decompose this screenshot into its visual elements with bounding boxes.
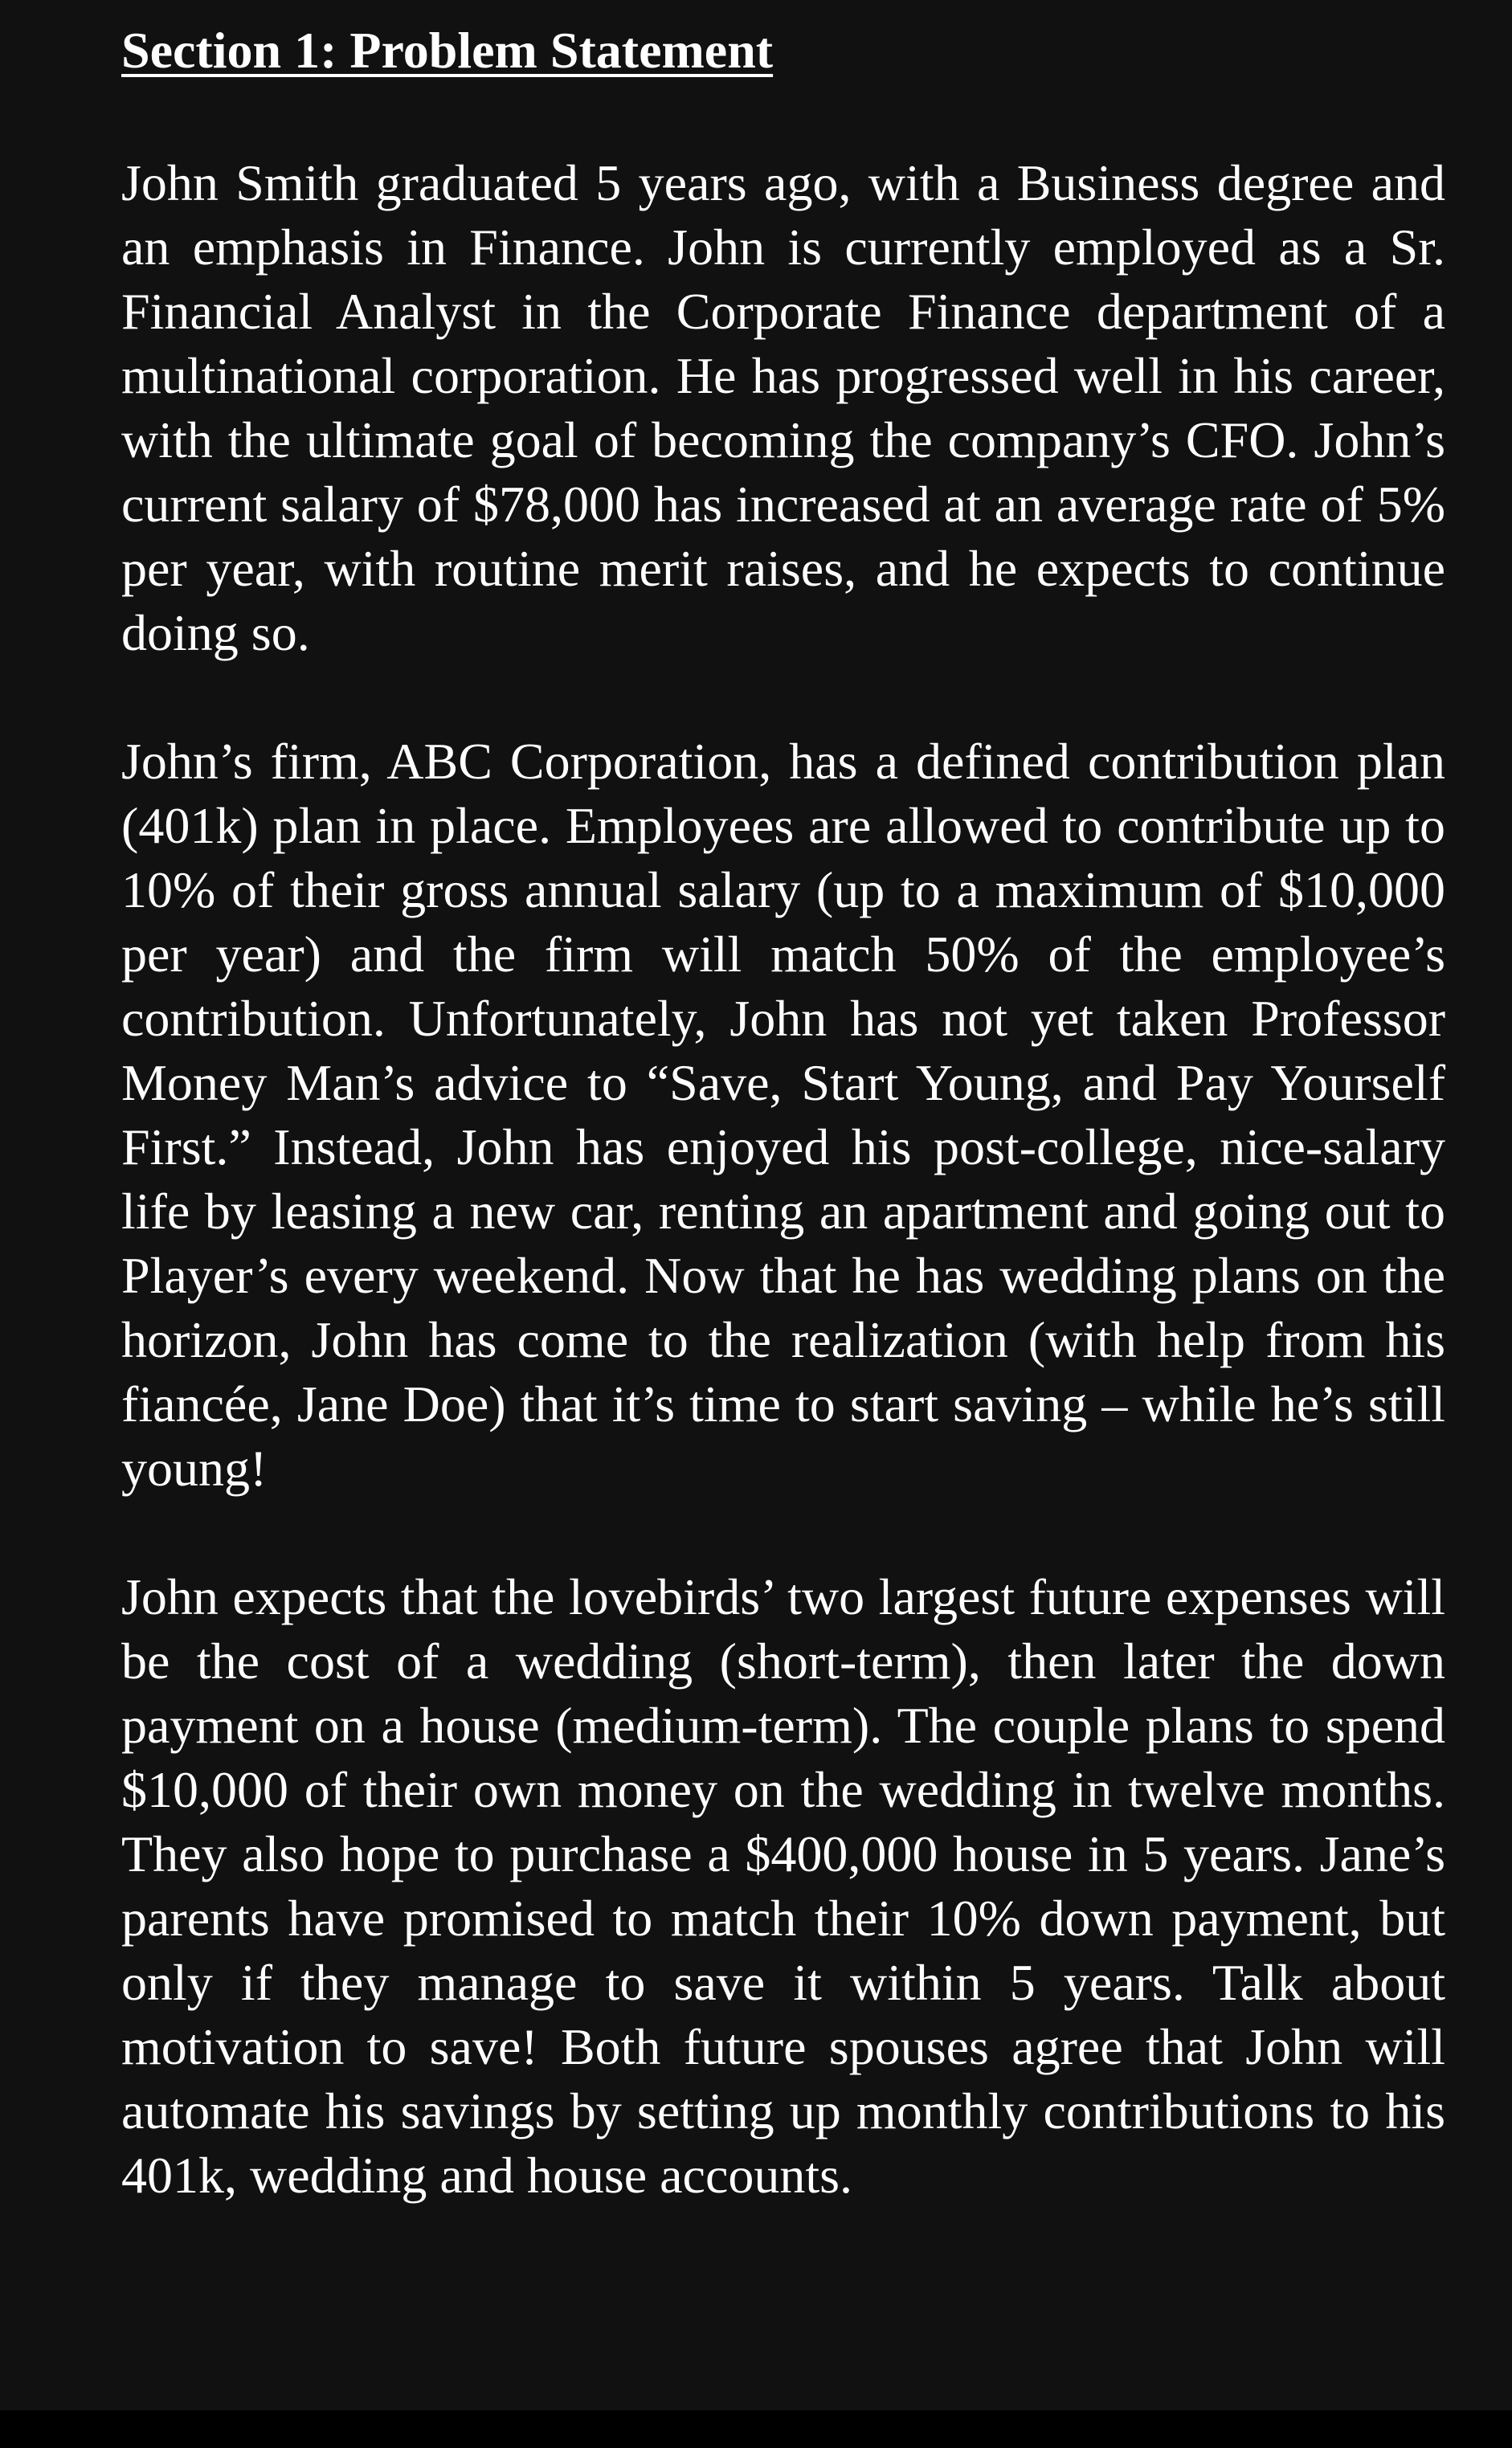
section-heading: Section 1: Problem Statement (121, 22, 774, 79)
paragraph-retirement-plan: John’s firm, ABC Corporation, has a defined contribution plan (401k) plan in place. Employees are allowed to contribute up to 10% of their gross annual salary (up to a maximum of $10,000 per year) and the firm will match 50% of the employee’s contribution. Unfortunately, John has not yet taken Professor Money Man’s advice to “Save, Start Young, and Pay Yourself First.” Instead, John has enjoyed his post-college, nice-salary life by leasing a new car, renting an apartment and going out to Player’s every weekend. Now that he has wedding plans on the horizon, John has come to the realization (with help from his fiancée, Jane Doe) that it’s time to start saving – while he’s still young! (121, 733, 1445, 1497)
paragraph-savings-goals: John expects that the lovebirds’ two largest future expenses will be the cost of a wedding (short-term), then later the down payment on a house (medium-term). The couple plans to spend $10,000 of their own money on the wedding in twelve months. They also hope to purchase a $400,000 house in 5 years. Jane’s parents have promised to match their 10% down payment, but only if they manage to save it within 5 years. Talk about motivation to save! Both future spouses agree that John will automate his savings by setting up monthly contributions to his 401k, wedding and house accounts. (121, 1568, 1445, 2204)
document-content (121, 14, 1445, 2208)
paragraph-background: John Smith graduated 5 years ago, with a Business degree and an emphasis in Finance. John is currently employed as a Sr. Financial Analyst in the Corporate Finance department of a multinational corporation. He has progressed well in his career, with the ultimate goal of becoming the company’s CFO. John’s current salary of $78,000 has increased at an average rate of 5% per year, with routine merit raises, and he expects to continue doing so. (121, 154, 1445, 661)
